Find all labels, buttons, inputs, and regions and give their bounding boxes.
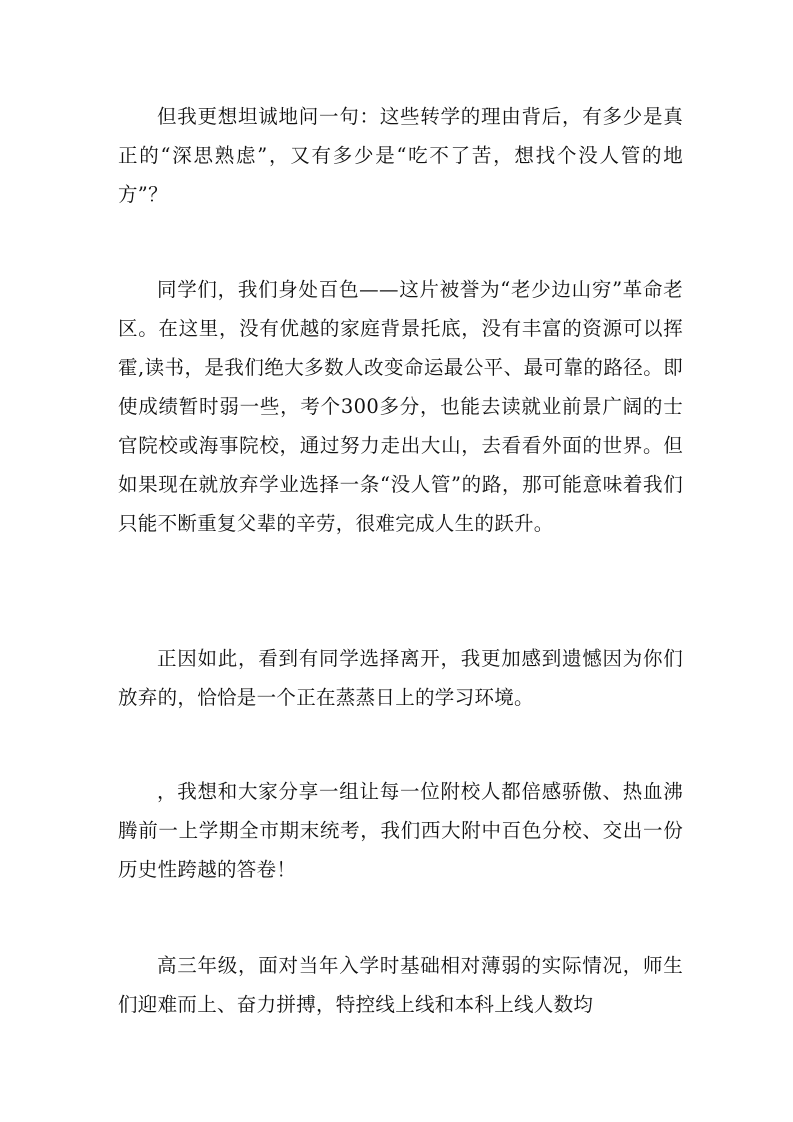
paragraph-3: 正因如此，看到有同学选择离开，我更加感到遗憾因为你们放弃的，恰恰是一个正在蒸蒸日上的学习环境。 [118, 647, 683, 709]
paragraph-1: 但我更想坦诚地问一句：这些转学的理由背后，有多少是真正的“深思熟虑”，又有多少是“吃不了苦，想找个没人管的地方”？ [118, 105, 683, 206]
paragraph-2: 同学们，我们身处百色——这片被誉为“老少边山穷”革命老区。在这里，没有优越的家庭背景托底，没有丰富的资源可以挥霍,读书，是我们绝大多数人改变命运最公平、最可靠的路径。即使成绩暂时弱一些，考个300多分，也能去读就业前景广阔的士官院校或海事院校，通过努力走出大山，去看看外面的世界。但如果现在就放弃学业选择一条“没人管”的路，那可能意味着我们只能不断重复父辈的辛劳，很难完成人生的跃升。 [118, 278, 683, 535]
paragraph-5: 高三年级，面对当年入学时基础相对薄弱的实际情况，师生们迎难而上、奋力拼搏，特控线上线和本科上线人数均 [118, 954, 683, 1016]
paragraph-4: ，我想和大家分享一组让每一位附校人都倍感骄傲、热血沸腾前一上学期全市期末统考，我们西大附中百色分校、交出一份历史性跨越的答卷！ [118, 780, 683, 881]
